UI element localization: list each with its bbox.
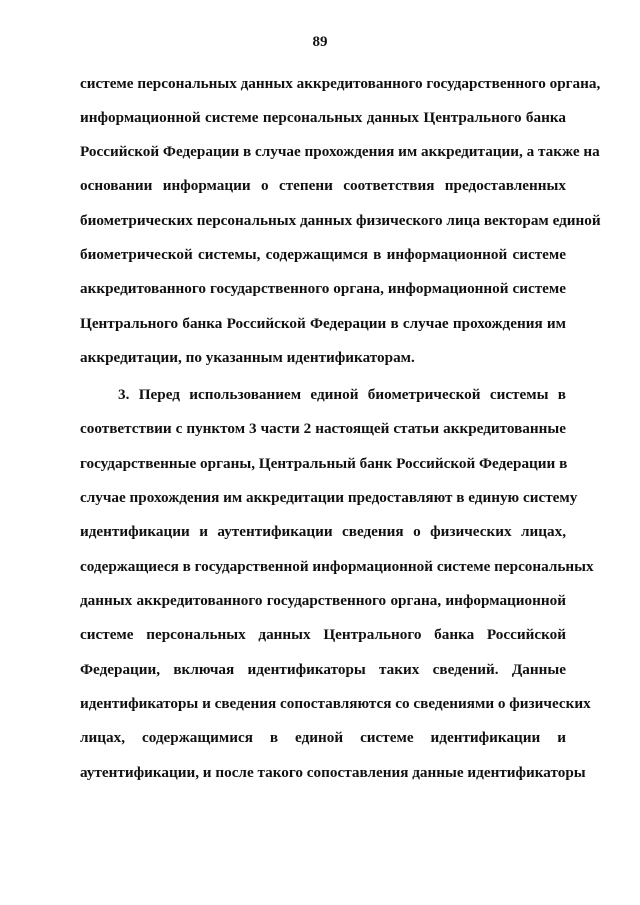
paragraph-2-line-10: идентификаторы и сведения сопоставляются со сведениями о физических (80, 695, 591, 712)
paragraph-2-line-11: лицах, содержащимися в единой системе идентификации и (80, 729, 566, 746)
paragraph-2-line-9: Федерации, включая идентификаторы таких сведений. Данные (80, 661, 566, 678)
paragraph-1-line-5: биометрических персональных данных физического лица векторам единой (80, 212, 601, 229)
paragraph-2-line-5: идентификации и аутентификации сведения о физических лицах, (80, 523, 566, 540)
paragraph-2-line-8: системе персональных данных Центрального банка Российской (80, 626, 566, 643)
paragraph-2-line-2: соответствии с пунктом 3 части 2 настоящей статьи аккредитованные (80, 420, 566, 437)
paragraph-2-line-4: случае прохождения им аккредитации предоставляют в единую систему (80, 489, 578, 506)
paragraph-2-line-3: государственные органы, Центральный банк Российской Федерации в (80, 455, 568, 472)
paragraph-2-line-12: аутентификации, и после такого сопоставления данные идентификаторы (80, 764, 586, 781)
paragraph-1-line-6: биометрической системы, содержащимся в информационной системе (80, 246, 566, 263)
paragraph-1-line-9: аккредитации, по указанным идентификаторам. (80, 349, 415, 366)
paragraph-2-line-1: 3. Перед использованием единой биометрической системы в (118, 386, 566, 403)
paragraph-1-line-3: Российской Федерации в случае прохождения им аккредитации, а также на (80, 143, 600, 160)
page-number: 89 (312, 34, 328, 50)
paragraph-2-line-6: содержащиеся в государственной информационной системе персональных (80, 558, 594, 575)
paragraph-1-line-1: системе персональных данных аккредитованного государственного органа, (80, 75, 601, 92)
paragraph-1-line-4: основании информации о степени соответствия предоставленных (80, 177, 566, 194)
paragraph-1-line-2: информационной системе персональных данных Центрального банка (80, 109, 566, 126)
paragraph-1-line-7: аккредитованного государственного органа, информационной системе (80, 280, 566, 297)
paragraph-2-line-7: данных аккредитованного государственного органа, информационной (80, 592, 566, 609)
paragraph-1-line-8: Центрального банка Российской Федерации в случае прохождения им (80, 315, 566, 332)
